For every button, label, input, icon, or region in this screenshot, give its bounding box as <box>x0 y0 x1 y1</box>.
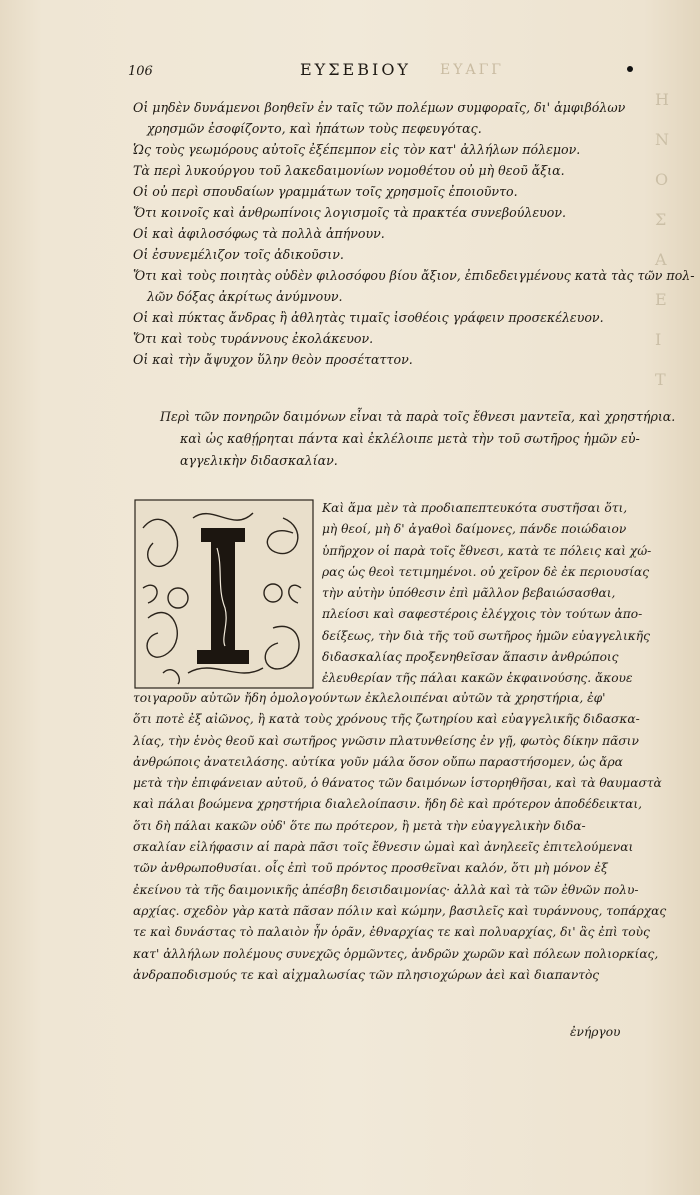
body-line: καὶ πάλαι βοώμενα χρηστήρια διαλελοίπασιν. ἤδη δὲ καὶ πρότερον ἀποδέδεικται, <box>133 797 642 812</box>
show-through-text: ΕΥΑΓΓ <box>440 62 504 78</box>
body-line: μὴ θεοί, μὴ δ' ἀγαθοὶ δαίμονες, πάνδε ποιώδαιον <box>322 522 627 537</box>
body-line: Καὶ ἅμα μὲν τὰ προδιαπεπτευκότα συστῆσαι ὅτι, <box>322 501 628 515</box>
list-item: Οἱ μηδὲν δυνάμενοι βοηθεῖν ἐν ταῖς τῶν πολέμων συμφοραῖς, δι' ἀμφιβόλων <box>133 100 626 115</box>
running-title: ΕΥΣΕΒΙΟΥ <box>300 60 411 79</box>
decorated-initial <box>133 498 315 690</box>
body-line: τῶν ἀνθρωποθυσίαι. οἷς ἐπὶ τοῦ πρόντος προσθεῖναι καλόν, ὅτι μὴ μόνον ἐξ <box>133 861 608 876</box>
body-line: πλείοσι καὶ σαφεστέροις ἐλέγχοις τὸν τούτων ἀπο- <box>322 607 643 622</box>
list-item: λῶν δόξας ἀκρίτως ἀνύμνουν. <box>147 289 343 304</box>
body-line: αρχίας. σχεδὸν γὰρ κατὰ πᾶσαν πόλιν καὶ κώμην, βασιλεῖς καὶ τυράννους, τοπάρχας <box>133 903 667 918</box>
catchword: ἐνήργου <box>570 1025 621 1039</box>
body-line: ρας ὡς θεοὶ τετιμημένοι. οὐ χεῖρον δὲ ἐκ περιουσίας <box>322 564 650 579</box>
list-item: Οἱ καὶ ἀφιλοσόφως τὰ πολλὰ ἀπήνουν. <box>133 226 385 241</box>
list-item: Οἱ ἐσυνεμέλιζον τοῖς ἀδικοῦσιν. <box>133 247 344 262</box>
decorated-initial-letter-icon <box>133 498 315 690</box>
show-through-margin: Η Ν Ο Σ Α Ε Ι Τ <box>655 90 669 389</box>
body-line: ἐκείνου τὰ τῆς δαιμονικῆς ἀπέσβη δεισιδαιμονίας· ἀλλὰ καὶ τὰ τῶν ἐθνῶν πολυ- <box>133 882 639 897</box>
list-item: Οἱ οὐ περὶ σπουδαίων γραμμάτων τοῖς χρησμοῖς ἐποιοῦντο. <box>133 184 518 199</box>
body-line: ἀνδραποδισμούς τε καὶ αἰχμαλωσίας τῶν πλησιοχώρων ἀεὶ καὶ διαπαντὸς <box>133 967 600 982</box>
body-text-beside-initial <box>322 498 652 690</box>
body-line: ἀνθρώποις ἀνατειλάσης. αὐτίκα γοῦν μάλα ὅσον οὔπω παραστήσομεν, ὡς ἄρα <box>133 754 623 769</box>
body-line: ὅτι δὴ πάλαι κακῶν οὐδ' ὅτε πω πρότερον, ἢ μετὰ τὴν εὐαγγελικὴν διδα- <box>133 818 586 833</box>
body-line: ὑπῆρχον οἱ παρὰ τοῖς ἔθνεσι, κατὰ τε πόλεις καὶ χώ- <box>322 543 652 558</box>
list-item: Ὅτι καὶ τοὺς τυράννους ἐκολάκευον. <box>133 331 374 346</box>
list-item: Ὅτι καὶ τοὺς ποιητὰς οὐδὲν φιλοσόφου βίου ἄξιον, ἐπιδεδειγμένους κατὰ τὰς τῶν πολ- <box>133 268 695 283</box>
body-line: διδασκαλίας προξενηθεῖσαν ἅπασιν ἀνθρώποις <box>322 650 619 665</box>
body-line: ἐλευθερίαν τῆς πάλαι κακῶν ἐκφαινούσης. ἄκουε <box>322 671 633 686</box>
body-line: μετὰ τὴν ἐπιφάνειαν αὐτοῦ, ὁ θάνατος τῶν δαιμόνων ἱστορηθῆσαι, καὶ τὰ θαυμαστὰ <box>133 776 662 791</box>
list-item: Τὰ περὶ λυκούργου τοῦ λακεδαιμονίων νομοθέτου οὐ μὴ θεοῦ ἄξια. <box>133 163 565 178</box>
body-line: λίας, τὴν ἑνὸς θεοῦ καὶ σωτῆρος γνῶσιν πλατυνθείσης ἐν γῇ, φωτὸς δίκην πᾶσιν <box>133 733 639 748</box>
ink-spot <box>627 66 633 72</box>
running-head <box>0 60 700 84</box>
list-item: Ὡς τοὺς γεωμόρους αὐτοῖς ἐξέπεμπον εἰς τὸν κατ' ἀλλήλων πόλεμον. <box>133 142 581 157</box>
body-line: τὴν αὐτὴν ὑπόθεσιν ἐπὶ μᾶλλον βεβαιώσασθαι, <box>322 586 616 601</box>
body-line: δείξεως, τὴν διὰ τῆς τοῦ σωτῆρος ἡμῶν εὐαγγελικῆς <box>322 628 650 643</box>
body-line: σκαλίαν εἰλήφασιν αἱ παρὰ πᾶσι τοῖς ἔθνεσιν ὠμαὶ καὶ ἀνηλεεῖς ἐπιτελούμεναι <box>133 840 634 855</box>
chapter-heading <box>160 406 676 472</box>
body-line: τε καὶ δυνάστας τὸ παλαιὸν ἦν ὁρᾶν, ἐθναρχίας τε καὶ πολυαρχίας, δι' ἃς ἐπὶ τοὺς <box>133 925 650 940</box>
heading-line: καὶ ὡς καθῄρηται πάντα καὶ ἐκλέλοιπε μετὰ τὴν τοῦ σωτῆρος ἡμῶν εὐ- <box>180 431 640 446</box>
list-item: Ὅτι κοινοῖς καὶ ἀνθρωπίνοις λογισμοῖς τὰ πρακτέα συνεβούλευον. <box>133 205 566 220</box>
body-line: τοιγαροῦν αὐτῶν ἤδη ὁμολογούντων ἐκλελοιπέναι αὐτῶν τὰ χρηστήρια, ἐφ' <box>133 691 606 705</box>
list-item: Οἱ καὶ τὴν ἄψυχον ὕλην θεὸν προσέταττον. <box>133 352 413 367</box>
body-text <box>133 688 667 986</box>
list-item: Οἱ καὶ πύκτας ἄνδρας ἢ ἀθλητὰς τιμαῖς ἰσοθέοις γράφειν προσεκέλευον. <box>133 310 604 325</box>
heading-line: αγγελικὴν διδασκαλίαν. <box>180 453 338 468</box>
list-item: χρησμῶν ἐσοφίζοντο, καὶ ἠπάτων τοὺς πεφευγότας. <box>147 121 482 136</box>
body-line: κατ' ἀλλήλων πολέμους συνεχῶς ὁρμῶντες, ἀνδρῶν χωρῶν καὶ πόλεων πολιορκίας, <box>133 946 659 961</box>
page-number: 106 <box>128 64 153 79</box>
body-line: ὅτι ποτὲ ἐξ αἰῶνος, ἢ κατὰ τοὺς χρόνους τῆς ζωτηρίου καὶ εὐαγγελικῆς διδασκα- <box>133 712 640 727</box>
heading-line: Περὶ τῶν πονηρῶν δαιμόνων εἶναι τὰ παρὰ τοῖς ἔθνεσι μαντεῖα, καὶ χρηστήρια. <box>160 409 676 424</box>
